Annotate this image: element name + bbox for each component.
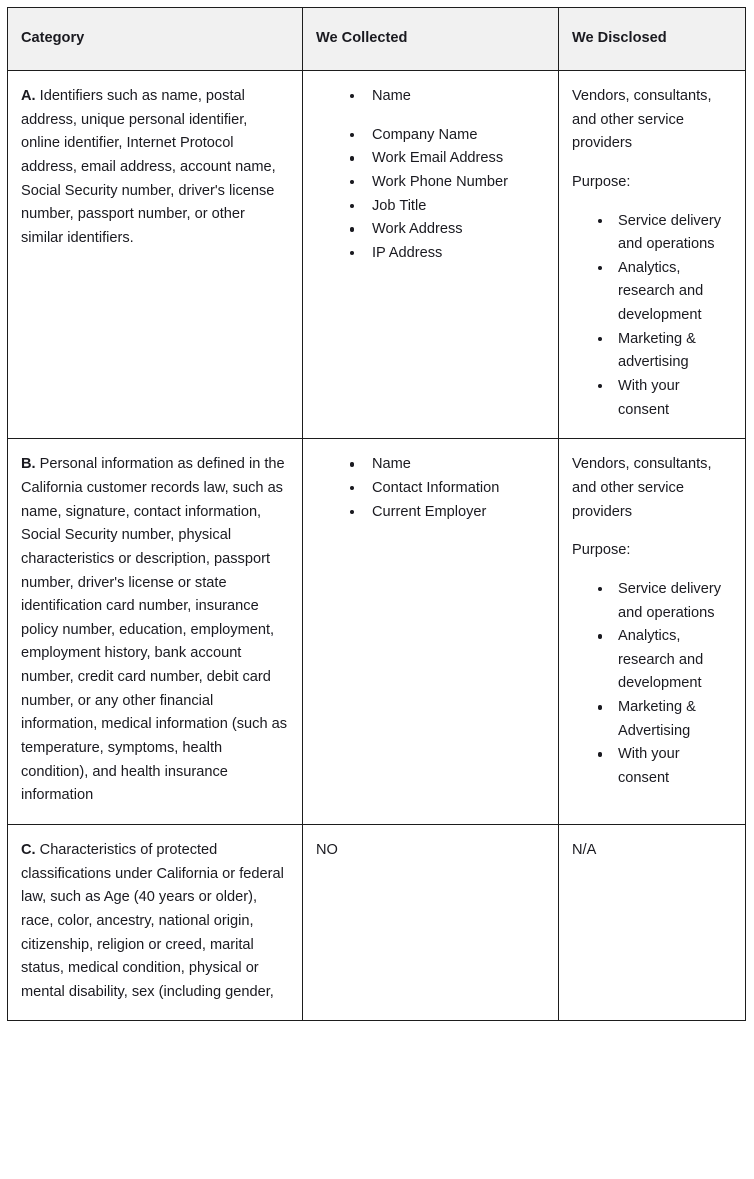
table-body xyxy=(8,71,746,1021)
list-item: Company Name xyxy=(350,124,545,148)
category-text-a: Identifiers such as name, postal address, unique personal identifier, online identifier, Internet Protocol address, email address, account name, Social Security number, driver's license number, passport number, or other similar identifiers. xyxy=(21,88,276,246)
category-text-b: Personal information as defined in the California customer records law, such as name, signature, contact information, Social Security number, physical characteristics or description, passport number, driver's license or state identification card number, insurance policy number, education, employment, employment history, bank account number, credit card number, debit card number, or any other financial information, medical information (such as temperature, symptoms, health condition), and health insurance information xyxy=(21,456,288,804)
list-item: Work Email Address xyxy=(350,147,545,171)
list-item: Work Address xyxy=(350,218,545,242)
collected-cell-a xyxy=(303,71,559,439)
list-item: Service delivery and operations xyxy=(598,210,732,257)
collected-cell-b xyxy=(303,439,559,825)
category-cell-c xyxy=(8,824,303,1020)
disclosed-recipients-b: Vendors, consultants, and other service providers xyxy=(572,456,712,520)
category-cell-a xyxy=(8,71,303,439)
category-description-b xyxy=(21,453,289,808)
list-item: Marketing & advertising xyxy=(598,328,732,375)
disclosed-cell-c xyxy=(559,824,746,1020)
column-header-category: Category xyxy=(8,8,303,71)
category-letter-c: C. xyxy=(21,841,36,858)
collected-value-c: NO xyxy=(316,841,338,858)
column-header-we-disclosed: We Disclosed xyxy=(559,8,746,71)
table-header-row xyxy=(8,8,746,71)
list-item: Analytics, research and development xyxy=(598,625,732,696)
personal-information-disclosure-table xyxy=(7,7,746,1021)
table-row xyxy=(8,824,746,1020)
category-letter-b: B. xyxy=(21,456,36,473)
table-row xyxy=(8,439,746,825)
collected-bullet-list-b xyxy=(316,453,545,524)
disclosed-purpose-list-b xyxy=(572,578,732,791)
list-item: Name xyxy=(350,453,545,477)
disclosed-cell-b xyxy=(559,439,746,825)
list-item: Current Employer xyxy=(350,501,545,525)
category-description-a xyxy=(21,85,289,250)
collected-cell-c xyxy=(303,824,559,1020)
list-item: Work Phone Number xyxy=(350,171,545,195)
table-header xyxy=(8,8,746,71)
disclosed-recipients-a: Vendors, consultants, and other service providers xyxy=(572,88,712,152)
column-header-we-collected: We Collected xyxy=(303,8,559,71)
category-text-c: Characteristics of protected classifications under California or federal law, such as Age (40 years or older), race, color, ancestry, national origin, citizenship, religion or creed, marital status, medical condition, physical or mental disability, sex (including gender, xyxy=(21,841,284,1000)
category-description-c xyxy=(21,839,289,1004)
list-item: Marketing & Advertising xyxy=(598,696,732,743)
category-letter-a: A. xyxy=(21,88,36,104)
list-item: Job Title xyxy=(350,195,545,219)
disclosed-value-c: N/A xyxy=(572,841,597,858)
list-item: With your consent xyxy=(598,375,732,422)
list-item: Analytics, research and development xyxy=(598,257,732,328)
category-cell-b xyxy=(8,439,303,825)
list-item: Service delivery and operations xyxy=(598,578,732,625)
disclosed-cell-a xyxy=(559,71,746,439)
list-item: With your consent xyxy=(598,743,732,790)
collected-bullet-list-a xyxy=(316,85,545,265)
list-item: Name xyxy=(350,85,545,109)
disclosed-purpose-label-a: Purpose: xyxy=(572,173,631,190)
disclosed-purpose-list-a xyxy=(572,210,732,423)
list-item: IP Address xyxy=(350,242,545,266)
table-row xyxy=(8,71,746,439)
disclosed-purpose-label-b: Purpose: xyxy=(572,542,631,559)
list-item: Contact Information xyxy=(350,477,545,501)
